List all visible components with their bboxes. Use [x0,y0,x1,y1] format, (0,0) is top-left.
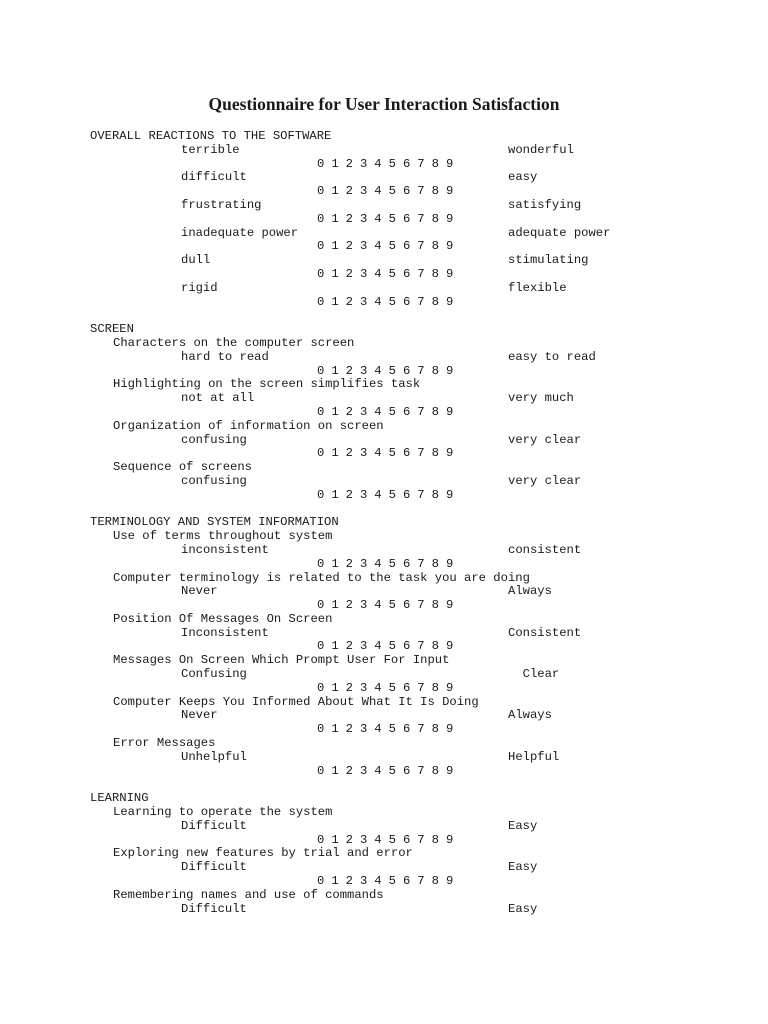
rating-scale [0,185,768,199]
negative-anchor-label: Inconsistent [181,625,269,640]
section-gap [0,503,768,517]
negative-anchor-label: inconsistent [181,542,269,557]
rating-scale [0,406,768,420]
scale-numbers[interactable]: 0 1 2 3 4 5 6 7 8 9 [317,211,454,226]
rating-scale [0,158,768,172]
rating-scale [0,240,768,254]
rating-scale [0,268,768,282]
rating-anchors [0,199,768,213]
positive-anchor-label: very clear [508,473,582,488]
scale-numbers[interactable]: 0 1 2 3 4 5 6 7 8 9 [317,874,454,889]
rating-scale [0,834,768,848]
negative-anchor-label: Unhelpful [181,749,247,764]
question-text: Sequence of screens [113,460,252,475]
rating-scale [0,765,768,779]
negative-anchor-label: hard to read [181,349,269,364]
positive-anchor-label: stimulating [508,253,589,268]
rating-anchors [0,254,768,268]
question-text: Position Of Messages On Screen [113,611,333,626]
rating-anchors [0,903,768,917]
question-text: Characters on the computer screen [113,335,355,350]
page-title: Questionnaire for User Interaction Satisfaction [208,94,560,114]
rating-anchors [0,861,768,875]
scale-numbers[interactable]: 0 1 2 3 4 5 6 7 8 9 [317,832,454,847]
questionnaire-body [0,130,768,916]
rating-anchors [0,751,768,765]
rating-anchors [0,434,768,448]
section-heading: OVERALL REACTIONS TO THE SOFTWARE [90,129,332,143]
negative-anchor-label: frustrating [181,197,262,212]
scale-numbers[interactable]: 0 1 2 3 4 5 6 7 8 9 [317,763,454,778]
question-text: Organization of information on screen [113,418,384,433]
question-text: Computer terminology is related to the task you are doing [113,570,530,585]
rating-anchors [0,282,768,296]
section-heading: SCREEN [90,322,134,337]
scale-numbers[interactable]: 0 1 2 3 4 5 6 7 8 9 [317,184,454,199]
positive-anchor-label: easy [508,170,538,185]
scale-numbers[interactable]: 0 1 2 3 4 5 6 7 8 9 [317,404,454,419]
question-text: Messages On Screen Which Prompt User For Input [113,653,450,668]
question-text: Exploring new features by trial and error [113,846,413,861]
section-gap [0,778,768,792]
rating-anchors [0,475,768,489]
negative-anchor-label: dull [181,253,211,268]
rating-anchors [0,627,768,641]
rating-scale [0,558,768,572]
question-text: Highlighting on the screen simplifies task [113,377,421,392]
rating-anchors [0,668,768,682]
positive-anchor-label: wonderful [508,142,574,157]
scale-numbers[interactable]: 0 1 2 3 4 5 6 7 8 9 [317,556,454,571]
scale-numbers[interactable]: 0 1 2 3 4 5 6 7 8 9 [317,487,454,502]
rating-scale [0,640,768,654]
scale-numbers[interactable]: 0 1 2 3 4 5 6 7 8 9 [317,239,454,254]
negative-anchor-label: not at all [181,391,255,406]
positive-anchor-label: Always [508,584,552,599]
negative-anchor-label: confusing [181,432,247,447]
scale-numbers[interactable]: 0 1 2 3 4 5 6 7 8 9 [317,680,454,695]
section-gap [0,309,768,323]
rating-scale [0,723,768,737]
scale-numbers[interactable]: 0 1 2 3 4 5 6 7 8 9 [317,363,454,378]
positive-anchor-label: Easy [508,818,538,833]
rating-anchors [0,227,768,241]
positive-anchor-label: Easy [508,901,538,916]
positive-anchor-label: Always [508,708,552,723]
negative-anchor-label: difficult [181,170,247,185]
positive-anchor-label: Helpful [508,749,560,764]
positive-anchor-label: Consistent [508,625,582,640]
question-text: Computer Keeps You Informed About What It Is Doing [113,694,479,709]
scale-numbers[interactable]: 0 1 2 3 4 5 6 7 8 9 [317,639,454,654]
rating-anchors [0,171,768,185]
rating-anchors [0,820,768,834]
negative-anchor-label: Never [181,584,218,599]
positive-anchor-label: flexible [508,280,567,295]
question-text: Error Messages [113,736,216,751]
negative-anchor-label: rigid [181,280,218,295]
section-heading: LEARNING [90,791,149,806]
rating-scale [0,213,768,227]
scale-numbers[interactable]: 0 1 2 3 4 5 6 7 8 9 [317,446,454,461]
rating-scale [0,875,768,889]
scale-numbers[interactable]: 0 1 2 3 4 5 6 7 8 9 [317,722,454,737]
rating-scale [0,489,768,503]
negative-anchor-label: Difficult [181,818,247,833]
question-text: Remembering names and use of commands [113,887,384,902]
positive-anchor-label: adequate power [508,225,611,240]
question-text: Learning to operate the system [113,805,333,820]
positive-anchor-label: very clear [508,432,582,447]
rating-anchors [0,144,768,158]
section-heading: TERMINOLOGY AND SYSTEM INFORMATION [90,515,339,530]
negative-anchor-label: Difficult [181,901,247,916]
positive-anchor-label: Clear [508,667,560,682]
negative-anchor-label: Difficult [181,860,247,875]
negative-anchor-label: Confusing [181,667,247,682]
rating-anchors [0,392,768,406]
scale-numbers[interactable]: 0 1 2 3 4 5 6 7 8 9 [317,598,454,613]
question-text: Use of terms throughout system [113,529,333,544]
positive-anchor-label: Easy [508,860,538,875]
rating-scale [0,447,768,461]
negative-anchor-label: inadequate power [181,225,299,240]
rating-anchors [0,585,768,599]
positive-anchor-label: consistent [508,542,582,557]
rating-scale [0,599,768,613]
scale-numbers[interactable]: 0 1 2 3 4 5 6 7 8 9 [317,266,454,281]
negative-anchor-label: Never [181,708,218,723]
rating-scale [0,296,768,310]
rating-scale [0,365,768,379]
rating-anchors [0,709,768,723]
negative-anchor-label: confusing [181,473,247,488]
scale-numbers[interactable]: 0 1 2 3 4 5 6 7 8 9 [317,294,454,309]
rating-scale [0,682,768,696]
scale-numbers[interactable]: 0 1 2 3 4 5 6 7 8 9 [317,156,454,171]
positive-anchor-label: very much [508,391,574,406]
positive-anchor-label: easy to read [508,349,596,364]
positive-anchor-label: satisfying [508,197,582,212]
rating-anchors [0,544,768,558]
rating-anchors [0,351,768,365]
negative-anchor-label: terrible [181,142,240,157]
